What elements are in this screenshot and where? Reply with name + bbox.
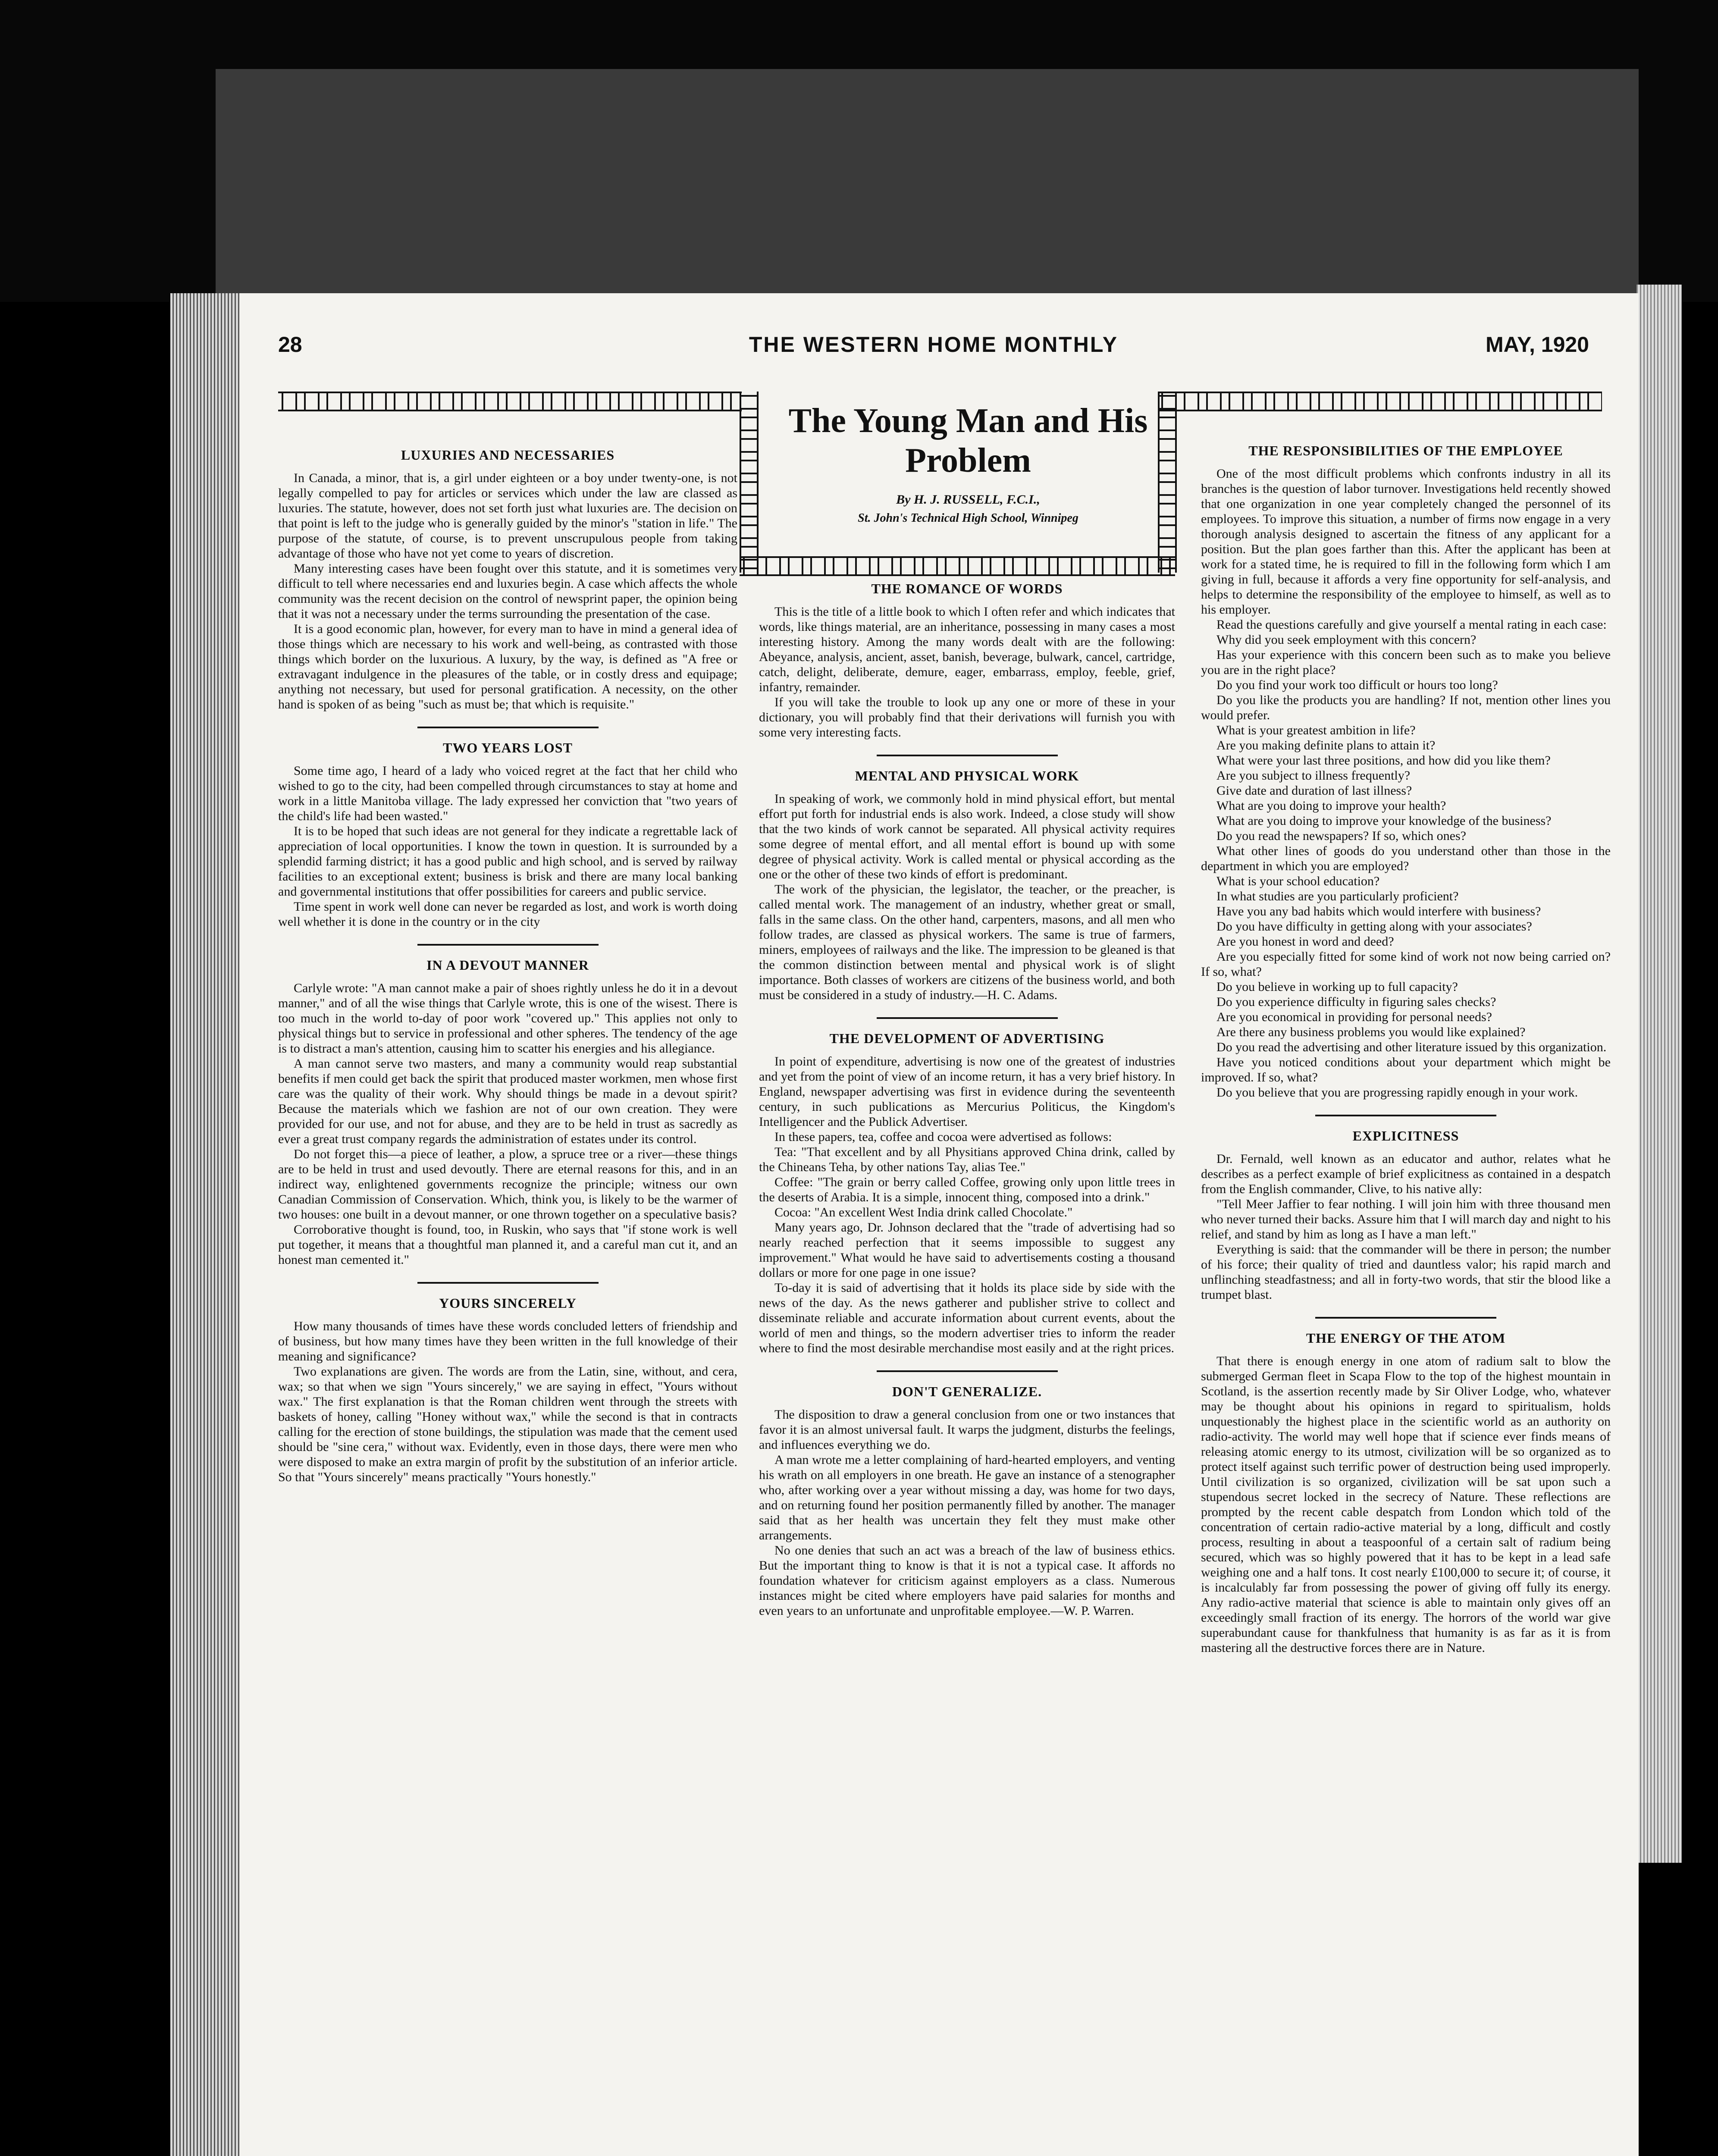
question: Are you honest in word and deed? — [1216, 934, 1394, 949]
section-heading: MENTAL AND PHYSICAL WORK — [855, 768, 1079, 783]
question: What are you doing to improve your health? — [1216, 799, 1446, 813]
question: Do you have difficulty in getting along with your associates? — [1216, 919, 1532, 934]
paragraph: If you will take the trouble to look up any one or more of these in your dictionary, you will probably find that their derivations will furnish you with some very interesting facts. — [759, 695, 1175, 740]
question: Do you find your work too difficult or hours too long? — [1216, 678, 1498, 692]
question: Have you noticed conditions about your department which might be improved. If so, what? — [1201, 1055, 1611, 1084]
paragraph: Corroborative thought is found, too, in Ruskin, who says that "if stone work is well put together, it means that a thoughtful man planned it, and a careful man cut it, and an honest man cemented it." — [278, 1222, 737, 1267]
question: Do you experience difficulty in figuring sales checks? — [1216, 995, 1496, 1009]
paragraph: Many interesting cases have been fought over this statute, and it is sometimes very difficult to tell where necessaries end and luxuries begin. A case which affects the whole community was the recent decision on the control of newsprint paper, the opinion being that it was not a necessary under the terms surrounding the presentation of the case. — [278, 561, 737, 621]
magazine-page — [239, 293, 1639, 2156]
column-left — [278, 436, 737, 1485]
question: Are there any business problems you would like explained? — [1216, 1025, 1526, 1039]
question: Why did you seek employment with this concern? — [1216, 633, 1477, 647]
stacked-page-edges — [170, 293, 239, 2156]
section-heading: TWO YEARS LOST — [443, 740, 573, 755]
paragraph: To-day it is said of advertising that it holds its place side by side with the news of the day. As the news gatherer and publisher strive to collect and disseminate reliable and accurate information about current events, about the world of men and things, so the modern advertiser tries to inform the reader where to find the most desirable merchandise most easily and at the right prices. — [759, 1281, 1175, 1355]
section-divider — [877, 755, 1058, 756]
feature-title-box — [785, 397, 1151, 535]
column-center — [759, 569, 1175, 1618]
section-heading: IN A DEVOUT MANNER — [426, 957, 589, 973]
section-divider — [1315, 1115, 1496, 1116]
feature-title: The Young Man and His Problem — [788, 402, 1148, 479]
paragraph: Tea: "That excellent and by all Physitians approved China drink, called by the Chineans Teha, by other nations Tay, alias Tee." — [759, 1145, 1175, 1174]
paragraph: Read the questions carefully and give yourself a mental rating in each case: — [1216, 617, 1607, 632]
section-heading: THE ENERGY OF THE ATOM — [1306, 1330, 1506, 1346]
ornamental-border-right — [1158, 392, 1602, 411]
section-heading: YOURS SINCERELY — [439, 1295, 577, 1311]
question: What other lines of goods do you understand other than those in the department in which you are employed? — [1201, 844, 1611, 873]
paragraph: The disposition to draw a general conclusion from one or two instances that favor it is an almost universal fault. It warps the judgment, disturbs the feelings, and influences everything we do. — [759, 1407, 1175, 1452]
question: Do you believe in working up to full capacity? — [1216, 980, 1458, 994]
section-divider — [877, 1370, 1058, 1372]
question: Are you economical in providing for personal needs? — [1216, 1010, 1492, 1024]
question: Have you any bad habits which would interfere with business? — [1216, 904, 1541, 918]
paragraph: This is the title of a little book to which I often refer and which indicates that words, like things material, are an inheritance, possessing in many cases a most interesting history. Among the many words dealt with are the following: Abeyance, analysis, ancient, asset, banish, beverage, bulwark, cancel, cartridge, catch, delight, deliberate, demure, eager, embarrass, employ, feeble, grief, infantry, remainder. — [759, 605, 1175, 694]
paragraph: Two explanations are given. The words are from the Latin, sine, without, and cera, wax; so that when we sign "Yours sincerely," we are saying in effect, "Yours without wax." The first explanation is that the Roman children went through the streets with baskets of honey, calling "Honey without wax," while the second is that in contracts calling for the erection of stone buildings, the stipulation was made that the cement used should be "sine cera," without wax. Evidently, even in those days, there were men who were disposed to make an extra margin of profit by the substitution of an inferior article. So that "Yours sincerely" means practically "Yours honestly." — [278, 1364, 737, 1484]
question: What were your last three positions, and how did you like them? — [1216, 753, 1551, 768]
magazine-title: THE WESTERN HOME MONTHLY — [749, 332, 1119, 357]
question: Do you read the advertising and other literature issued by this organization. — [1216, 1040, 1607, 1054]
running-header — [278, 332, 1589, 362]
paragraph: Some time ago, I heard of a lady who voiced regret at the fact that her child who wished to go to the city, had been compelled through circumstances to stay at home and work in a little Manitoba village. The lady expressed her conviction that "two years of the child's life had been wasted." — [278, 764, 737, 823]
title-border-left — [740, 392, 759, 573]
paragraph: In point of expenditure, advertising is now one of the greatest of industries and yet from the point of view of an income return, it has a very brief history. In England, newspaper advertising was first in evidence during the seventeenth century, in such publications as Mercurius Politicus, the Kingdom's Intelligencer and the Publick Advertiser. — [759, 1054, 1175, 1129]
section-heading: LUXURIES AND NECESSARIES — [401, 447, 615, 463]
paragraph: Carlyle wrote: "A man cannot make a pair of shoes rightly unless he do it in a devout manner," and of all the wise things that Carlyle wrote, this is one of the wisest. There is too much in the world to-day of poor work "covered up." This applies not only to physical things but to service in professional and other spheres. The tendency of the age is to distract a man's attention, causing him to scatter his energies and his allegiance. — [278, 981, 737, 1056]
paragraph: Time spent in work well done can never be regarded as lost, and work is worth doing well whether it is done in the country or in the city — [278, 899, 737, 929]
question: In what studies are you particularly proficient? — [1216, 889, 1459, 903]
paragraph: Everything is said: that the commander will be there in person; the number of his force; their quality of tried and dauntless valor; his rapid march and unflinching steadfastness; and all in forty-two words, that stir the blood like a trumpet blast. — [1201, 1242, 1611, 1302]
paragraph: Cocoa: "An excellent West India drink called Chocolate." — [774, 1205, 1073, 1219]
paragraph: Many years ago, Dr. Johnson declared that the "trade of advertising had so nearly reached perfection that it seems impossible to suggest any improvement." What would he have said to advertisements costing a thousand dollars or more for one page in one issue? — [759, 1220, 1175, 1280]
question: Are you subject to illness frequently? — [1216, 768, 1411, 783]
question: Are you making definite plans to attain it? — [1216, 738, 1436, 752]
ornamental-border-left — [278, 392, 742, 411]
page-number: 28 — [278, 332, 302, 357]
paragraph: Do not forget this—a piece of leather, a plow, a spruce tree or a river—these things are to be held in trust and used devoutly. There are eternal reasons for this, and in an indirect way, enlightened governments recognize the principle; witness our own Canadian Commission of Conservation. Which, think you, is likely to be the warmer of two houses: one built in a devout manner, or one thrown together on a speculative basis? — [278, 1147, 737, 1222]
section-heading: THE DEVELOPMENT OF ADVERTISING — [829, 1031, 1105, 1046]
question: What is your school education? — [1216, 874, 1380, 888]
section-heading: EXPLICITNESS — [1352, 1128, 1459, 1144]
right-page-edges — [1636, 285, 1682, 1863]
paragraph: In these papers, tea, coffee and cocoa were advertised as follows: — [774, 1130, 1112, 1144]
question: What are you doing to improve your knowledge of the business? — [1216, 814, 1552, 828]
question: Give date and duration of last illness? — [1216, 783, 1412, 798]
paragraph: In speaking of work, we commonly hold in mind physical effort, but mental effort put forth for industrial ends is also work. Indeed, a close study will show that the two kinds of work cannot be separated. All physical activity requires some degree of mental effort, and all mental effort is bound up with some degree of physical activity. Work is called mental or physical according as the one or the other of these two kinds of effort is predominant. — [759, 792, 1175, 881]
paragraph: In Canada, a minor, that is, a girl under eighteen or a boy under twenty-one, is not legally compelled to pay for articles or services which under the law are classed as luxuries. The statute, however, does not set forth just what luxuries are. The decision on that point is left to the judge who is generally guided by the minor's "station in life." The purpose of the statute, of course, is to prevent unscrupulous people from taking advantage of those who have not yet come to years of discretion. — [278, 471, 737, 561]
question: Do you read the newspapers? If so, which ones? — [1216, 829, 1466, 843]
section-heading: THE ROMANCE OF WORDS — [871, 581, 1063, 596]
section-divider — [417, 727, 599, 728]
question: Do you believe that you are progressing rapidly enough in your work. — [1216, 1085, 1578, 1100]
question: Are you especially fitted for some kind of work not now being carried on? If so, what? — [1201, 950, 1611, 979]
question: Has your experience with this concern been such as to make you believe you are in the right place? — [1201, 648, 1611, 677]
issue-date: MAY, 1920 — [1486, 332, 1589, 357]
section-divider — [1315, 1317, 1496, 1319]
paragraph: It is a good economic plan, however, for every man to have in mind a general idea of those things which are necessary to his work and well-being, as contrasted with those things which border on the luxurious. A luxury, by the way, is defined as "A free or extravagant indulgence in the pleasures of the table, or in costly dress and equipage; anything not necessary, but used for personal gratification. A necessity, on the other hand is spoken of as being "such as must be; that which is requisite." — [278, 622, 737, 711]
paragraph: It is to be hoped that such ideas are not general for they indicate a regrettable lack of appreciation of local opportunities. I know the town in question. It is surrounded by a splendid farming district; it has a good public and high school, and is served by railway facilities to an exceptional extent; business is brisk and there are many local banking and governmental institutions that offer possibilities for careers and public service. — [278, 824, 737, 899]
question: Do you like the products you are handling? If not, mention other lines you would prefer. — [1201, 693, 1611, 722]
paragraph: One of the most difficult problems which confronts industry in all its branches is the question of labor turnover. Investigations held recently showed that one organization in one year completely changed the personnel of its employees. To improve this situation, a number of firms now engage in a very thorough analysis designed to ascertain the fitness of any applicant for a position. But the plan goes farther than this. After the applicant has been at work for a stated time, he is required to fill in the following form which I am giving in full, because it affords a very fine opportunity for self-analysis, and helps to determine the responsibility of the employee to himself, as well as to his employer. — [1201, 467, 1611, 617]
title-border-right — [1158, 392, 1177, 573]
paragraph: Dr. Fernald, well known as an educator and author, relates what he describes as a perfect example of brief explicitness as contained in a despatch from the English commander, Clive, to his native ally: — [1201, 1152, 1611, 1196]
paragraph: A man wrote me a letter complaining of hard-hearted employers, and venting his wrath on all employers in one breath. He gave an instance of a stenographer who, after working over a year without missing a day, was home for two days, and on returning found her position permanently filled by another. The manager said that as her health was uncertain they felt they must make other arrangements. — [759, 1453, 1175, 1542]
column-right — [1201, 431, 1611, 1655]
section-heading: THE RESPONSIBILITIES OF THE EMPLOYEE — [1248, 443, 1563, 458]
paragraph: How many thousands of times have these words concluded letters of friendship and of business, but how many times have they been written in the full knowledge of their meaning and significance? — [278, 1319, 737, 1363]
feature-affiliation: St. John's Technical High School, Winnipeg — [858, 511, 1078, 525]
section-divider — [417, 1282, 599, 1284]
paragraph: No one denies that such an act was a breach of the law of business ethics. But the important thing to know is that it is not a typical case. It affords no foundation whatever for criticism against employers as a class. Numerous instances might be cited where employers have paid salaries for months and even years to an unfortunate and unprofitable employee.—W. P. Warren. — [759, 1543, 1175, 1618]
section-divider — [877, 1017, 1058, 1019]
question: What is your greatest ambition in life? — [1216, 723, 1416, 737]
feature-byline: By H. J. RUSSELL, F.C.I., — [896, 492, 1040, 507]
section-heading: DON'T GENERALIZE. — [892, 1384, 1042, 1399]
section-divider — [417, 944, 599, 946]
paragraph: "Tell Meer Jaffier to fear nothing. I will join him with three thousand men who never turned their backs. Assure him that I will march day and night to his relief, and stand by him as long as I have a man left." — [1201, 1197, 1611, 1241]
paragraph: That there is enough energy in one atom of radium salt to blow the submerged German fleet in Scapa Flow to the top of the highest mountain in Scotland, is the assertion recently made by Sir Oliver Lodge, who, whatever may be thought about his opinions in regard to spiritualism, holds unquestionably the highest place in the scientific world as an authority on radio-activity. The world may well hope that if science ever finds means of releasing atomic energy to its utmost, civilization will be so organized as to protect itself against such terrific power of destruction being used improperly. Until civilization is so organized, civilization will be sat upon such a stupendous secret locked in the secrecy of Nature. These reflections are prompted by the recent cable despatch from London which told of the concentration of certain radio-active material by a long, difficult and costly process, resulting in about a teaspoonful of a certain salt of radium being secured, which was so highly powered that it has to be kept in a lead safe weighing one and a half tons. It cost nearly £100,000 to secure it; of course, it is incalculably far from possessing the power of giving off fully its energy. Any radio-active material that science is able to maintain only gives off an exceedingly small fraction of its energy. The horrors of the world war give superabundant cause for thankfulness that humanity is as far as it is from mastering all the destructive forces there are in Nature. — [1201, 1354, 1611, 1655]
paragraph: A man cannot serve two masters, and many a community would reap substantial benefits if men could get back the spirit that produced master workmen, men whose first care was the quality of their work. Why should things be made in a devout spirit? Because the materials which we fashion are not of our own creation. They were provided for our use, and not for abuse, and they are to be held in trust as sacredly as ever a great trust company regards the administration of estates under its control. — [278, 1056, 737, 1146]
paragraph: The work of the physician, the legislator, the teacher, or the preacher, is called mental work. The management of an industry, whether great or small, falls in the same class. On the other hand, carpenters, masons, and all men who follow trades, are classed as physical workers. The same is true of farmers, miners, employees of railways and the like. The impression to be gleaned is that the common distinction between mental and physical work is of slight importance. Both classes of workers are citizens of the business world, and both must be considered in a study of industry.—H. C. Adams. — [759, 882, 1175, 1002]
facing-page-shadow — [216, 69, 1639, 302]
paragraph: Coffee: "The grain or berry called Coffee, growing only upon little trees in the deserts of Arabia. It is a simple, innocent thing, composed into a drink." — [759, 1175, 1175, 1204]
